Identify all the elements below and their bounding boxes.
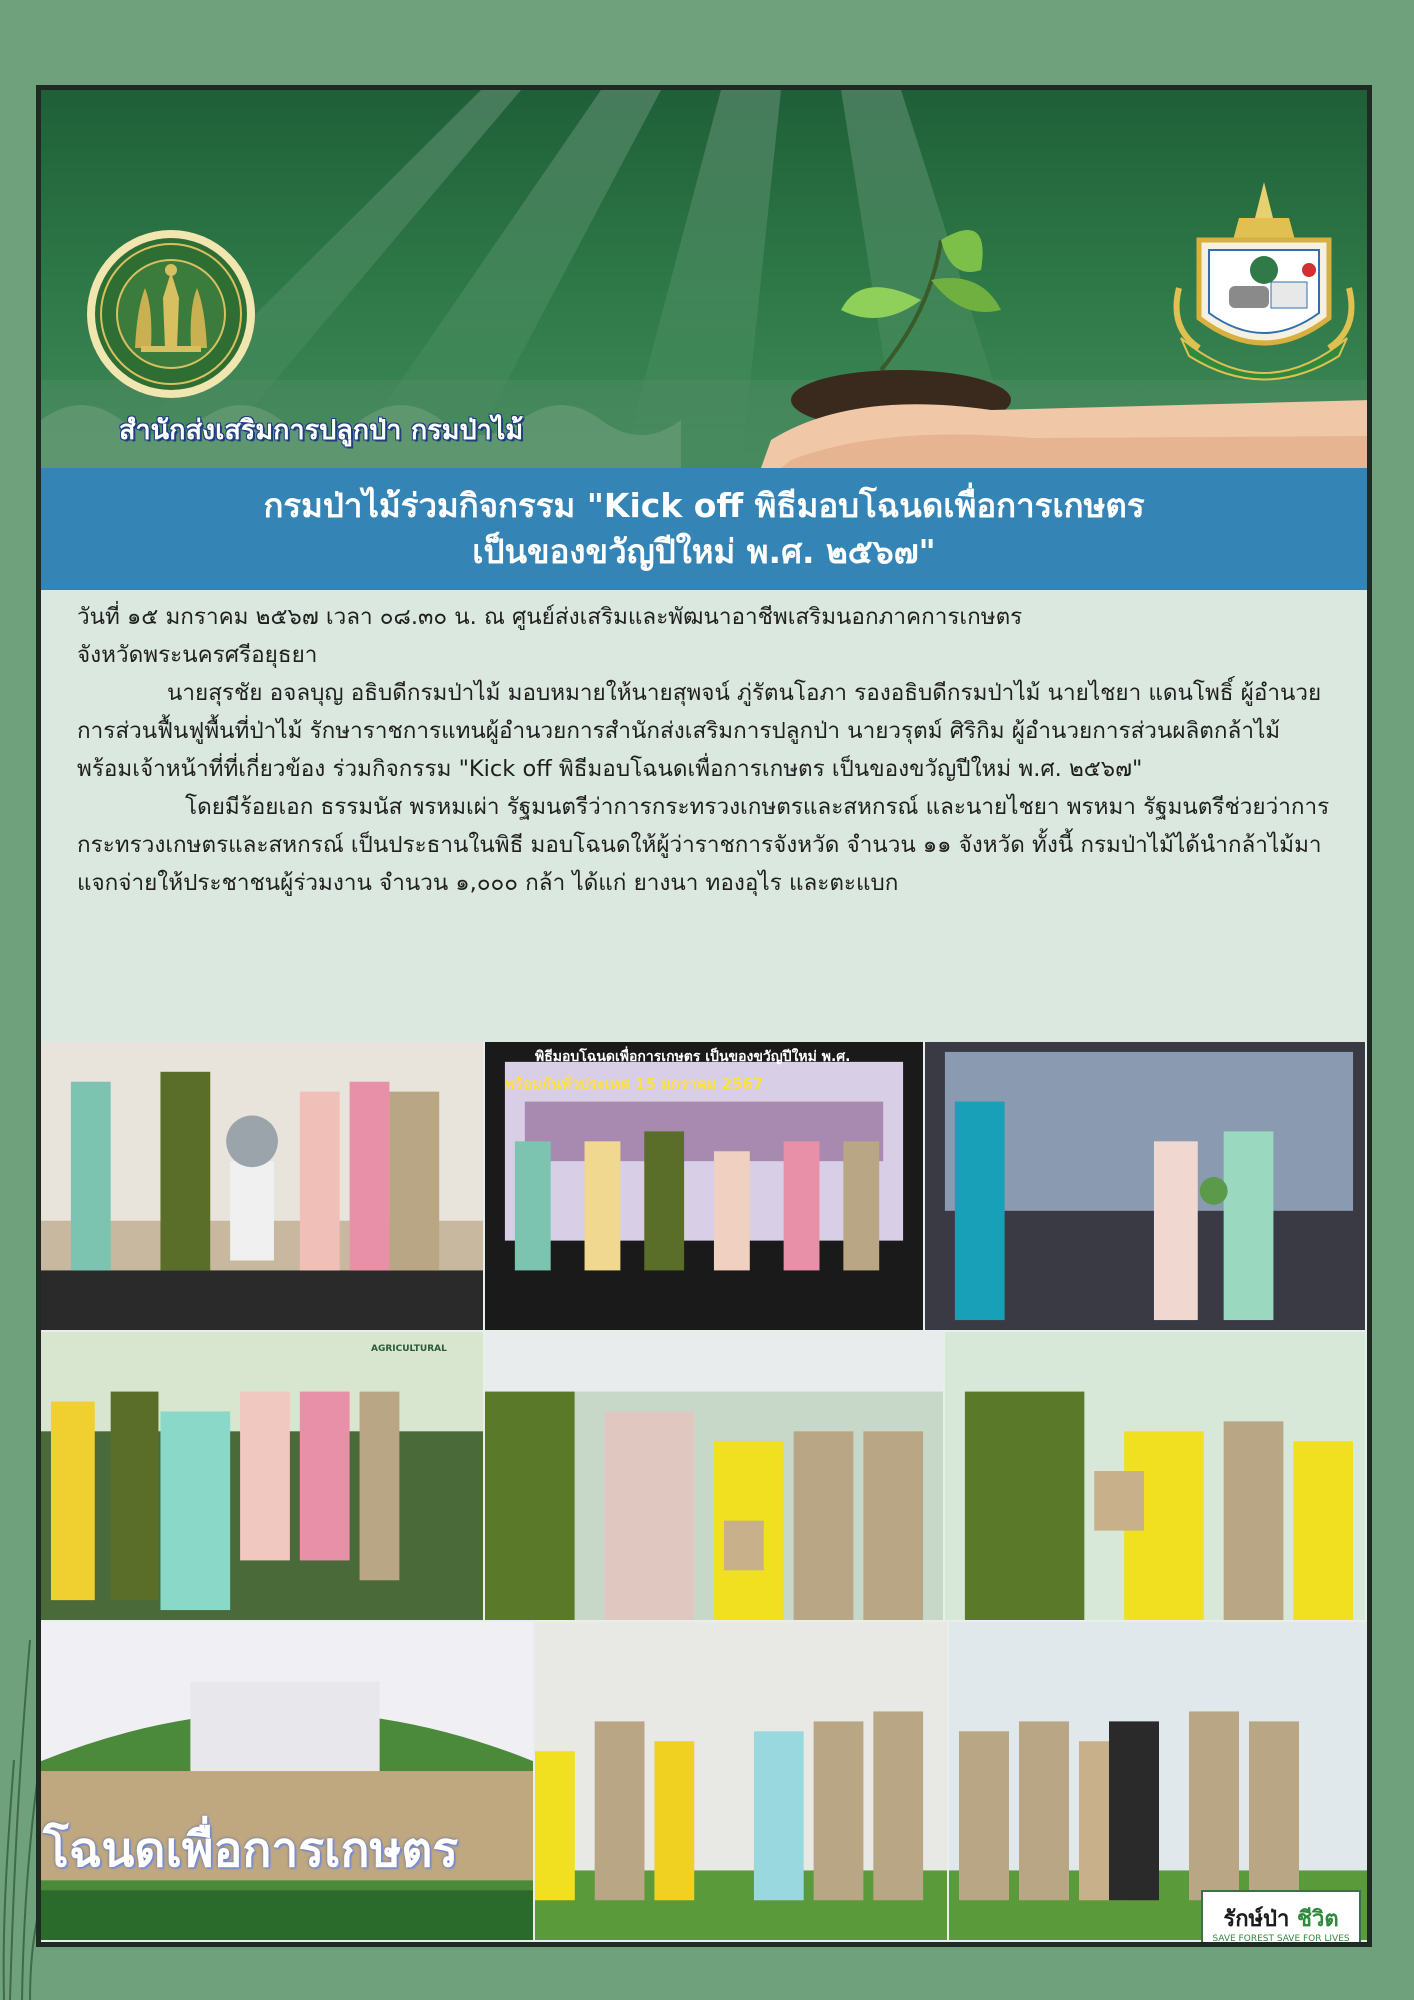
screen-caption-1: พิธีมอบโฉนดเพื่อการเกษตร เป็นของขวัญปีใหม่ พ.ศ. (535, 1049, 851, 1065)
logo-text-b: ชีวิต (1297, 1907, 1339, 1932)
booth-sign: AGRICULTURAL (371, 1344, 447, 1354)
photo-group-tent (41, 1622, 535, 1942)
newsletter-frame (36, 85, 1372, 1947)
logo-text-a: รักษ์ป่า (1223, 1907, 1290, 1932)
photo-seedling-distribution-1 (485, 1332, 945, 1622)
logo-tagline: SAVE FOREST SAVE FOR LIVES (1212, 1934, 1350, 1944)
photo-collage (41, 1042, 1367, 1942)
tent-banner-text: โฉนดเพื่อการเกษตร (43, 1822, 459, 1878)
article-body (77, 598, 1333, 902)
article-location-line: จังหวัดพระนครศรีอยุธยา (77, 642, 318, 668)
headline-bar (41, 468, 1367, 590)
photo-exhibition-booth (41, 1332, 485, 1622)
headline-line-2: เป็นของขวัญปีใหม่ พ.ศ. ๒๕๖๗" (472, 532, 936, 571)
article-paragraph-2: นายสุรชัย อจลบุญ อธิบดีกรมป่าไม้ มอบหมายให้นายสุพจน์ ภู่รัตนโอภา รองอธิบดีกรมป่าไม้ นายไชยา แดนโพธิ์ ผู้อำนวยการส่วนฟื้นฟูพื้นที่ป่าไม้ รักษาราชการแทนผู้อำนวยการสำนักส่งเสริมการปลูกป่า นายวรุตม์ ศิริกิม ผู้อำนวยการส่วนผลิตกล้าไม้ พร้อมเจ้าหน้าที่ที่เกี่ยวข้อง ร่วมกิจกรรม "Kick off พิธีมอบโฉนดเพื่อการเกษตร เป็นของขวัญปีใหม่ พ.ศ. ๒๕๖๗" (77, 680, 1322, 782)
screen-caption-2: พร้อมกันทั่วประเทศ 15 มกราคม 2567 (505, 1075, 764, 1093)
article-date-line: วันที่ ๑๕ มกราคม ๒๕๖๗ เวลา ๐๘.๓๐ น. ณ ศูนย์ส่งเสริมและพัฒนาอาชีพเสริมนอกภาคการเกษตร (77, 604, 1023, 630)
article-paragraph-3: โดยมีร้อยเอก ธรรมนัส พรหมเผ่า รัฐมนตรีว่าการกระทรวงเกษตรและสหกรณ์ และนายไชยา พรหมา รัฐมนตรีช่วยว่าการกระทรวงเกษตรและสหกรณ์ เป็นประธานในพิธี มอบโฉนดให้ผู้ว่าราชการจังหวัด จำนวน ๑๑ จังหวัด ทั้งนี้ กรมป่าไม้ได้นำกล้าไม้มาแจกจ่ายให้ประชาชนผู้ร่วมงาน จำนวน ๑,๐๐๐ กล้า ได้แก่ ยางนา ทองอุไร และตะแบก (77, 794, 1330, 896)
royal-forest-department-seal-icon (85, 228, 257, 400)
header-banner (41, 90, 1367, 468)
photo-stage-screen (485, 1042, 925, 1332)
photo-stage-ceremony (41, 1042, 485, 1332)
hands-holding-seedling-image (731, 210, 1367, 468)
headline-line-1: กรมป่าไม้ร่วมกิจกรรม "Kick off พิธีมอบโฉนดเพื่อการเกษตร (263, 486, 1145, 525)
photo-seedling-booth-1 (535, 1622, 949, 1942)
photo-seedling-distribution-2 (945, 1332, 1367, 1622)
save-forest-logo (1201, 1890, 1361, 1947)
department-name: สำนักส่งเสริมการปลูกป่า กรมป่าไม้ (119, 415, 524, 446)
photo-seedling-handover-stage (925, 1042, 1367, 1332)
